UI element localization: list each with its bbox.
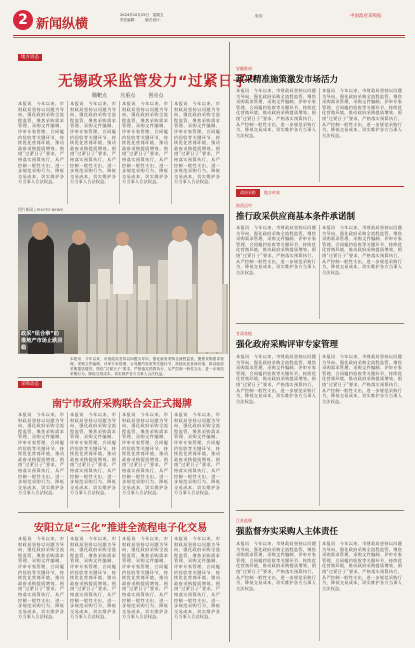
article-body-col: 本报讯 今年以来，市财政局坚持以问题为导向，强化政府采购全流程监管，聚焦采购需求管理、采购文件编制、评审专家管理、合同履约验收等关键环节，持续优化营商环境，推动政府采购提质增效。围绕“过紧日子”要求，严格落实预算执行，从严控制一般性支出，进一步规范采购行为，降低交易成本，切实维护各方当事人合法权益。 bbox=[122, 536, 168, 620]
brand-mark: 中国政府采购报 bbox=[350, 14, 382, 19]
article3-headline: 安阳立足“三化”推进全流程电子化交易 bbox=[34, 523, 208, 534]
s4-headline: 强监督夯实采购人主体责任 bbox=[236, 527, 339, 537]
article-body-col: 本报讯 今年以来，市财政局坚持以问题为导向，强化政府采购全流程监管，聚焦采购需求管理、采购文件编制、评审专家管理、合同履约验收等关键环节，持续优化营商环境，推动政府采购提质增效。围绕“过紧日子”要求，严格落实预算执行，从严控制一般性支出，进一步规范采购行为，降低交易成本，切实维护各方当事人合法权益。 bbox=[18, 412, 64, 496]
article2-headline: 南宁市政府采购联合会正式揭牌 bbox=[52, 399, 192, 410]
right-meta: 电话： bbox=[255, 14, 266, 18]
main-headline: 无锡政采监管发力“过紧日子” bbox=[58, 74, 259, 90]
masthead-rule bbox=[13, 35, 405, 36]
masthead-rule-thin bbox=[13, 37, 405, 38]
article-body-col: 本报讯 今年以来，市财政局坚持以问题为导向，强化政府采购全流程监管，聚焦采购需求管理、采购文件编制、评审专家管理、合同履约验收等关键环节，持续优化营商环境，推动政府采购提质增效。围绕“过紧日子”要求，严格落实预算执行，从严控制一般性支出，进一步规范采购行为，降低交易成本，切实维护各方当事人合法权益。 bbox=[18, 536, 64, 620]
article-body-col: 本报讯 今年以来，市财政局坚持以问题为导向，强化政府采购全流程监管，聚焦采购需求管理、采购文件编制、评审专家管理、合同履约验收等关键环节，持续优化营商环境，推动政府采购提质增效。围绕“过紧日子”要求，严格落实预算执行，从严控制一般性支出，进一步规范采购行为，降低交易成本，切实维护各方当事人合法权益。 bbox=[70, 412, 116, 496]
article-body-col: 本报讯 今年以来，市财政局坚持以问题为导向，强化政府采购全流程监管，聚焦采购需求管理、采购文件编制、评审专家管理、合同履约验收等关键环节，持续优化营商环境，推动政府采购提质增效。围绕“过紧日子”要求，严格落实预算执行，从严控制一般性支出，进一步规范采购行为，降低交易成本，切实维护各方当事人合法权益。 bbox=[322, 88, 402, 138]
region-tag-zhangye: 甘肃张掖 bbox=[236, 331, 252, 336]
section-tag-local: 地方动态 bbox=[18, 54, 42, 61]
page-number-badge: 2 bbox=[13, 10, 33, 30]
region-tag-huainan: 安徽淮南 bbox=[236, 66, 252, 71]
issue-meta bbox=[120, 13, 163, 23]
article-body-col: 本报讯 今年以来，市财政局坚持以问题为导向，强化政府采购全流程监管，聚焦采购需求管理、采购文件编制、评审专家管理、合同履约验收等关键环节，持续优化营商环境，推动政府采购提质增效。围绕“过紧日子”要求，严格落实预算执行，从严控制一般性支出，进一步规范采购行为，降低交易成本，切实维护各方当事人合法权益。 bbox=[236, 225, 316, 275]
article-body-col: 本报讯 今年以来，市财政局坚持以问题为导向，强化政府采购全流程监管，聚焦采购需求管理、采购文件编制、评审专家管理、合同履约验收等关键环节，持续优化营商环境，推动政府采购提质增效。围绕“过紧日子”要求，严格落实预算执行，从严控制一般性支出，进一步规范采购行为，降低交易成本，切实维护各方当事人合法权益。 bbox=[174, 536, 220, 620]
article-body-col: 本报讯 今年以来，市财政局坚持以问题为导向，强化政府采购全流程监管，聚焦采购需求管理、采购文件编制、评审专家管理、合同履约验收等关键环节，持续优化营商环境，推动政府采购提质增效。围绕“过紧日子”要求，严格落实预算执行，从严控制一般性支出，进一步规范采购行为，降低交易成本，切实维护各方当事人合法权益。 bbox=[322, 541, 402, 591]
masthead bbox=[0, 0, 415, 40]
section-tag-local-news: 地方传真 bbox=[264, 190, 280, 195]
photo-caption-title: 政采“组合拳”助推地产市场止跌回稳 bbox=[21, 331, 63, 351]
s2-headline: 推行政采供应商基本条件承诺制 bbox=[236, 212, 356, 222]
gov-procurement-box: 政府采购 bbox=[236, 189, 260, 197]
issue-editors: 责任编辑： 版式设计： bbox=[120, 18, 164, 22]
section-tag-procurement: 采购动态 bbox=[18, 381, 42, 388]
subhead-1: 瞄靶点 bbox=[92, 93, 108, 99]
subhead-2: 压重点 bbox=[120, 93, 136, 99]
photo-caption: 本报讯 今年以来，市财政局坚持以问题为导向，强化政府采购全流程监管，聚焦采购需求管理、采购文件编制、评审专家管理、合同履约验收等关键环节，持续优化营商环境，推动政府采购提质增效。围绕“过紧日子”要求，严格落实预算执行，从严控制一般性支出，进一步规范采购行为，降低交易成本，切实维护各方当事人合法权益。 bbox=[70, 357, 224, 376]
subhead-3: 创亮点 bbox=[148, 93, 164, 99]
article-body-col: 本报讯 今年以来，市财政局坚持以问题为导向，强化政府采购全流程监管，聚焦采购需求管理、采购文件编制、评审专家管理、合同履约验收等关键环节，持续优化营商环境，推动政府采购提质增效。围绕“过紧日子”要求，严格落实预算执行，从严控制一般性支出，进一步规范采购行为，降低交易成本，切实维护各方当事人合法权益。 bbox=[70, 536, 116, 620]
photo-news-label: 图片新闻 | PHOTO NEWS bbox=[18, 207, 63, 212]
region-tag-yancheng: 江苏盐城 bbox=[236, 518, 252, 523]
article-body-col: 本报讯 今年以来，市财政局坚持以问题为导向，强化政府采购全流程监管，聚焦采购需求管理、采购文件编制、评审专家管理、合同履约验收等关键环节，持续优化营商环境，推动政府采购提质增效。围绕“过紧日子”要求，严格落实预算执行，从严控制一般性支出，进一步规范采购行为，降低交易成本，切实维护各方当事人合法权益。 bbox=[236, 88, 316, 138]
article-body-col: 本报讯 今年以来，市财政局坚持以问题为导向，强化政府采购全流程监管，聚焦采购需求管理、采购文件编制、评审专家管理、合同履约验收等关键环节，持续优化营商环境，推动政府采购提质增效。围绕“过紧日子”要求，严格落实预算执行，从严控制一般性支出，进一步规范采购行为，降低交易成本，切实维护各方当事人合法权益。 bbox=[236, 354, 316, 404]
s1-headline: 政采精准施策激发市场活力 bbox=[236, 75, 339, 85]
article-body-col: 本报讯 今年以来，市财政局坚持以问题为导向，强化政府采购全流程监管，聚焦采购需求管理、采购文件编制、评审专家管理、合同履约验收等关键环节，持续优化营商环境，推动政府采购提质增效。围绕“过紧日子”要求，严格落实预算执行，从严控制一般性支出，进一步规范采购行为，降低交易成本，切实维护各方当事人合法权益。 bbox=[322, 354, 402, 404]
article-body-col: 本报讯 今年以来，市财政局坚持以问题为导向，强化政府采购全流程监管，聚焦采购需求管理、采购文件编制、评审专家管理、合同履约验收等关键环节，持续优化营商环境，推动政府采购提质增效。围绕“过紧日子”要求，严格落实预算执行，从严控制一般性支出，进一步规范采购行为，降低交易成本，切实维护各方当事人合法权益。 bbox=[122, 412, 168, 496]
article-body-col: 本报讯 今年以来，市财政局坚持以问题为导向，强化政府采购全流程监管，聚焦采购需求管理、采购文件编制、评审专家管理、合同履约验收等关键环节，持续优化营商环境，推动政府采购提质增效。围绕“过紧日子”要求，严格落实预算执行，从严控制一般性支出，进一步规范采购行为，降低交易成本，切实维护各方当事人合法权益。 bbox=[322, 225, 402, 275]
issue-date: 2024年10月25日 星期五 bbox=[120, 13, 164, 17]
article-body-col: 本报讯 今年以来，市财政局坚持以问题为导向，强化政府采购全流程监管，聚焦采购需求管理、采购文件编制、评审专家管理、合同履约验收等关键环节，持续优化营商环境，推动政府采购提质增效。围绕“过紧日子”要求，严格落实预算执行，从严控制一般性支出，进一步规范采购行为，降低交易成本，切实维护各方当事人合法权益。 bbox=[122, 101, 168, 185]
sub-headline-row bbox=[92, 92, 163, 99]
article-body-col: 本报讯 今年以来，市财政局坚持以问题为导向，强化政府采购全流程监管，聚焦采购需求管理、采购文件编制、评审专家管理、合同履约验收等关键环节，持续优化营商环境，推动政府采购提质增效。围绕“过紧日子”要求，严格落实预算执行，从严控制一般性支出，进一步规范采购行为，降低交易成本，切实维护各方当事人合法权益。 bbox=[236, 541, 316, 591]
s3-headline: 强化政府采购评审专家管理 bbox=[236, 340, 339, 350]
article-body-col: 本报讯 今年以来，市财政局坚持以问题为导向，强化政府采购全流程监管，聚焦采购需求管理、采购文件编制、评审专家管理、合同履约验收等关键环节，持续优化营商环境，推动政府采购提质增效。围绕“过紧日子”要求，严格落实预算执行，从严控制一般性支出，进一步规范采购行为，降低交易成本，切实维护各方当事人合法权益。 bbox=[174, 101, 220, 185]
article-body-col: 本报讯 今年以来，市财政局坚持以问题为导向，强化政府采购全流程监管，聚焦采购需求管理、采购文件编制、评审专家管理、合同履约验收等关键环节，持续优化营商环境，推动政府采购提质增效。围绕“过紧日子”要求，严格落实预算执行，从严控制一般性支出，进一步规范采购行为，降低交易成本，切实维护各方当事人合法权益。 bbox=[174, 412, 220, 496]
article-body-col: 本报讯 今年以来，市财政局坚持以问题为导向，强化政府采购全流程监管，聚焦采购需求管理、采购文件编制、评审专家管理、合同履约验收等关键环节，持续优化营商环境，推动政府采购提质增效。围绕“过紧日子”要求，严格落实预算执行，从严控制一般性支出，进一步规范采购行为，降低交易成本，切实维护各方当事人合法权益。 bbox=[18, 101, 64, 185]
region-tag-hanzhong: 陕西汉中 bbox=[236, 203, 252, 208]
article-body-col: 本报讯 今年以来，市财政局坚持以问题为导向，强化政府采购全流程监管，聚焦采购需求管理、采购文件编制、评审专家管理、合同履约验收等关键环节，持续优化营商环境，推动政府采购提质增效。围绕“过紧日子”要求，严格落实预算执行，从严控制一般性支出，进一步规范采购行为，降低交易成本，切实维护各方当事人合法权益。 bbox=[70, 101, 116, 185]
section-title: 新闻纵横 bbox=[36, 17, 89, 32]
